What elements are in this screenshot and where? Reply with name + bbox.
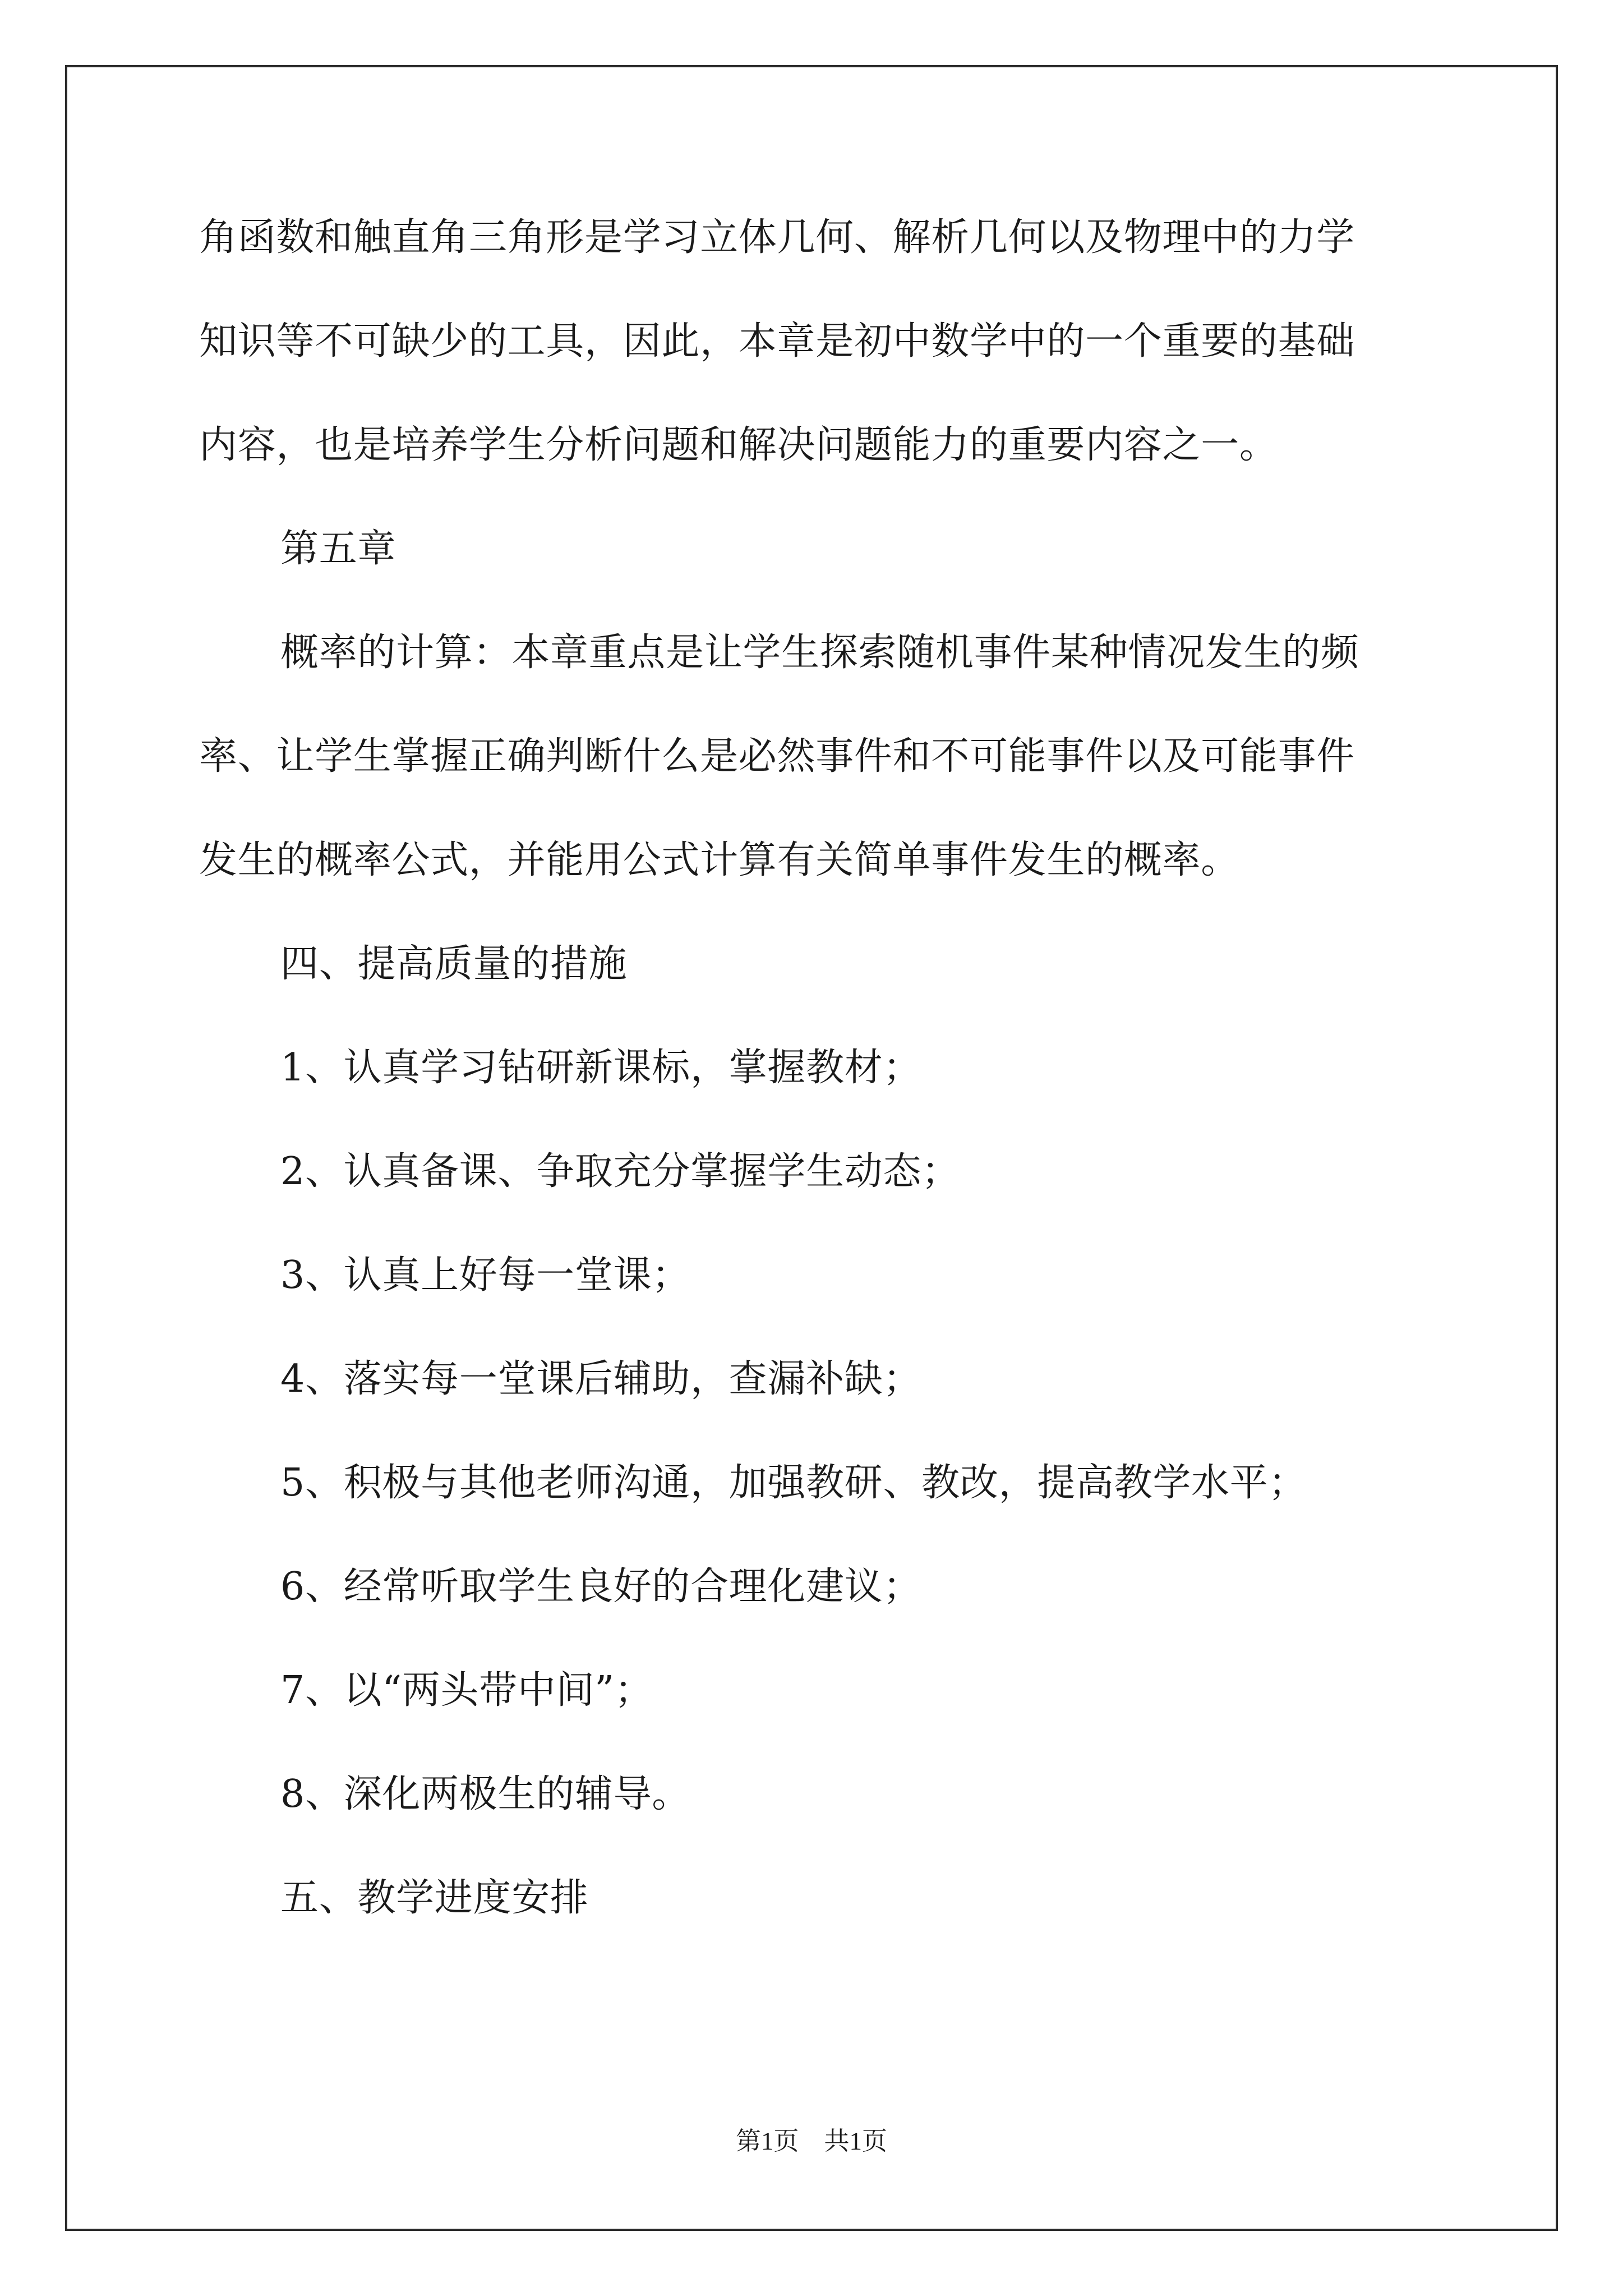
list-item: 4、落实每一堂课后辅助，查漏补缺； (280, 1357, 922, 1401)
paragraph-line: 内容，也是培养学生分析问题和解决问题能力的重要内容之一。 (199, 423, 1278, 467)
page-number: 第1页 共1页 (735, 2127, 887, 2155)
list-item: 2、认真备课、争取充分掌握学生动态； (280, 1149, 960, 1194)
paragraph-line: 发生的概率公式，并能用公式计算有关简单事件发生的概率。 (199, 838, 1239, 882)
list-item: 8、深化两极生的辅导。 (280, 1772, 690, 1816)
paragraph-line: 角函数和触直角三角形是学习立体几何、解析几何以及物理中的力学 (199, 215, 1355, 260)
chapter-heading: 第五章 (280, 527, 396, 571)
list-item: 7、以“两头带中间”； (280, 1668, 653, 1713)
section-heading: 五、教学进度安排 (280, 1876, 589, 1920)
list-item: 3、认真上好每一堂课； (280, 1253, 690, 1297)
list-item: 5、积极与其他老师沟通，加强教研、教改，提高教学水平； (280, 1461, 1307, 1505)
paragraph-line: 率、让学生掌握正确判断什么是必然事件和不可能事件以及可能事件 (199, 734, 1355, 779)
section-heading: 四、提高质量的措施 (280, 942, 628, 986)
list-item: 1、认真学习钻研新课标，掌握教材； (280, 1046, 922, 1090)
paragraph-line: 知识等不可缺少的工具，因此，本章是初中数学中的一个重要的基础 (199, 319, 1355, 364)
paragraph-line: 概率的计算：本章重点是让学生探索随机事件某种情况发生的频 (280, 631, 1359, 675)
list-item: 6、经常听取学生良好的合理化建议； (280, 1565, 922, 1609)
